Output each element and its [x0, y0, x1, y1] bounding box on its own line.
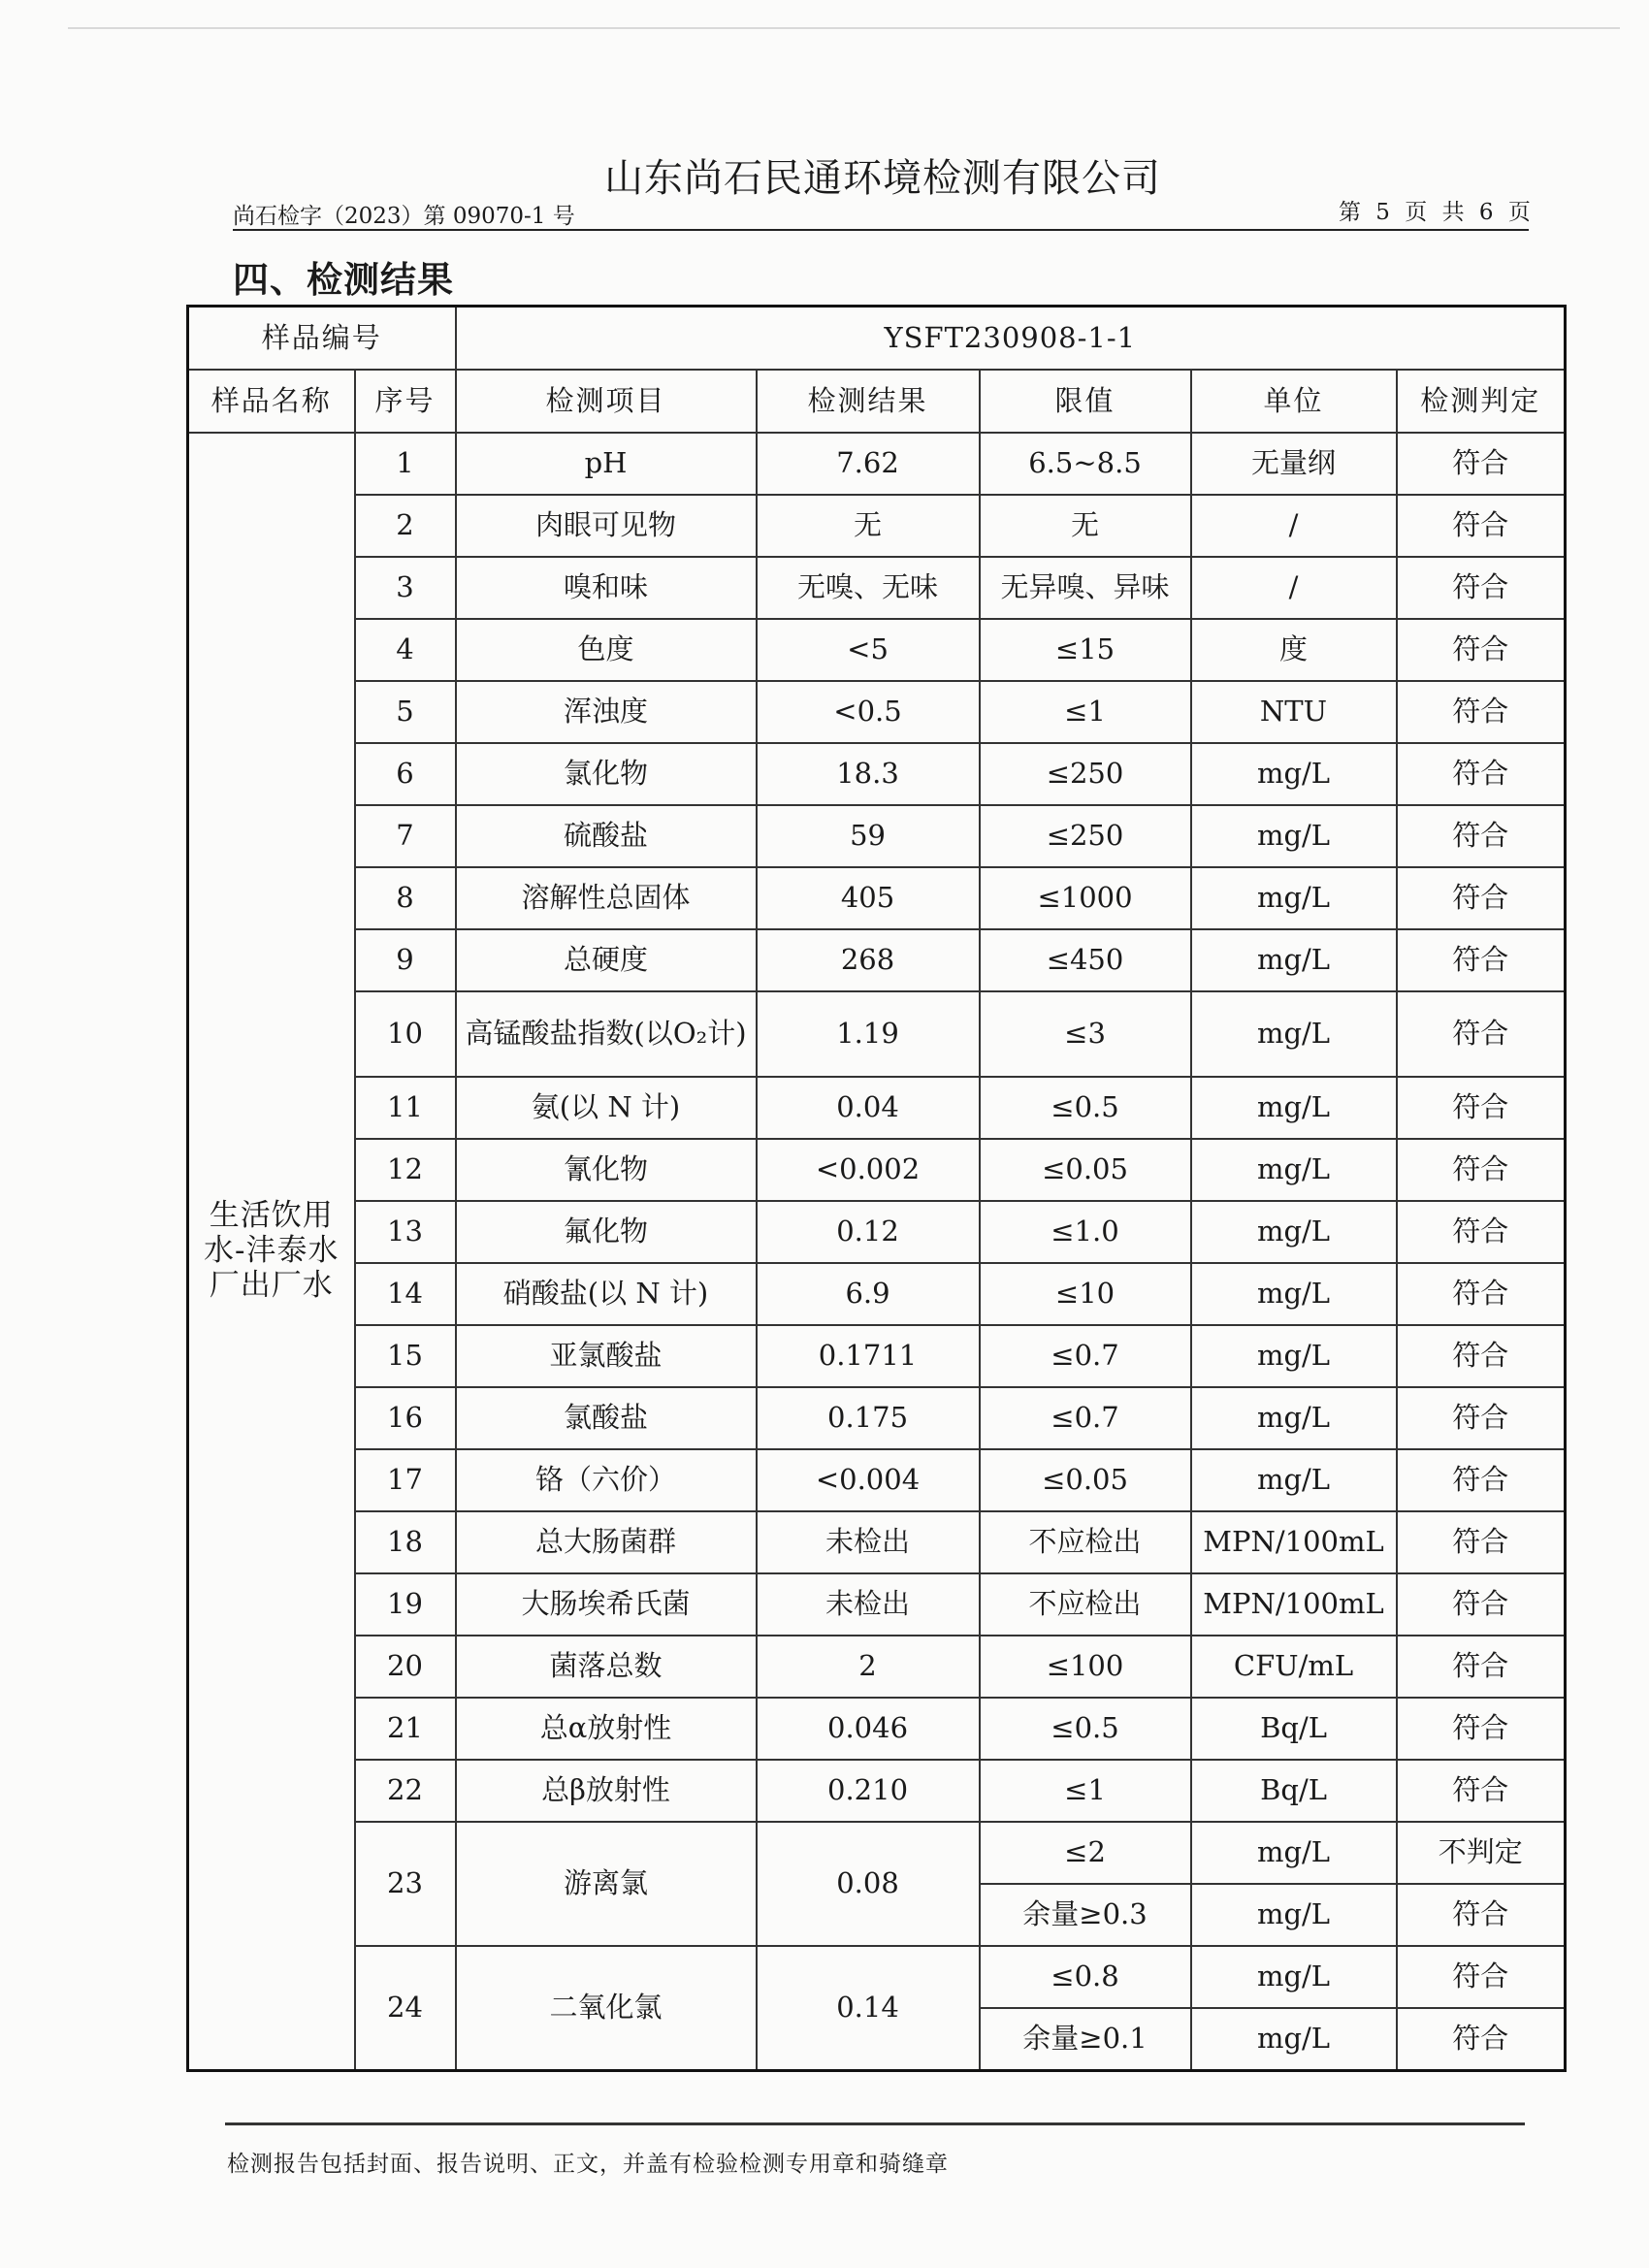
test-item: 嗅和味 — [456, 557, 757, 619]
row-number: 17 — [355, 1449, 456, 1511]
test-result: 6.9 — [757, 1263, 980, 1325]
limit-value: ≤250 — [980, 743, 1191, 805]
column-header: 检测判定 — [1397, 370, 1566, 433]
judgement: 符合 — [1397, 619, 1566, 681]
judgement: 符合 — [1397, 805, 1566, 867]
unit: mg/L — [1191, 929, 1397, 991]
unit: mg/L — [1191, 1077, 1397, 1139]
test-item: 高锰酸盐指数(以O₂计) — [456, 991, 757, 1077]
test-item: 浑浊度 — [456, 681, 757, 743]
table-row — [188, 1139, 1566, 1201]
test-item: 肉眼可见物 — [456, 495, 757, 557]
table-row — [188, 1822, 1566, 1884]
test-item: 菌落总数 — [456, 1636, 757, 1698]
table-row — [188, 681, 1566, 743]
test-item: 硫酸盐 — [456, 805, 757, 867]
test-item: 硝酸盐(以 N 计) — [456, 1263, 757, 1325]
row-number: 4 — [355, 619, 456, 681]
judgement: 符合 — [1397, 991, 1566, 1077]
test-item: 总β放射性 — [456, 1760, 757, 1822]
judgement: 符合 — [1397, 557, 1566, 619]
row-number: 12 — [355, 1139, 456, 1201]
sample-id-value: YSFT230908-1-1 — [456, 307, 1566, 371]
table-row — [188, 991, 1566, 1077]
judgement: 符合 — [1397, 1760, 1566, 1822]
test-result: 无嗅、无味 — [757, 557, 980, 619]
test-result: 未检出 — [757, 1511, 980, 1573]
limit-value: 6.5~8.5 — [980, 433, 1191, 495]
unit: mg/L — [1191, 1822, 1397, 1884]
judgement: 符合 — [1397, 495, 1566, 557]
unit: mg/L — [1191, 805, 1397, 867]
unit: mg/L — [1191, 1449, 1397, 1511]
row-number: 21 — [355, 1698, 456, 1760]
limit-value: 不应检出 — [980, 1511, 1191, 1573]
test-result: <0.004 — [757, 1449, 980, 1511]
row-number: 19 — [355, 1573, 456, 1636]
row-number: 13 — [355, 1201, 456, 1263]
table-row — [188, 1573, 1566, 1636]
judgement: 符合 — [1397, 1449, 1566, 1511]
unit: 无量纲 — [1191, 433, 1397, 495]
limit-value: ≤1 — [980, 681, 1191, 743]
judgement: 符合 — [1397, 1263, 1566, 1325]
judgement: 符合 — [1397, 929, 1566, 991]
test-result: 2 — [757, 1636, 980, 1698]
table-row — [188, 1449, 1566, 1511]
test-item: 氯化物 — [456, 743, 757, 805]
limit-value: ≤2 — [980, 1822, 1191, 1884]
test-result: 0.12 — [757, 1201, 980, 1263]
test-result: 0.210 — [757, 1760, 980, 1822]
limit-value: ≤450 — [980, 929, 1191, 991]
test-result: 7.62 — [757, 433, 980, 495]
footer-divider — [225, 2122, 1525, 2125]
unit: mg/L — [1191, 1325, 1397, 1387]
table-row — [188, 805, 1566, 867]
unit: mg/L — [1191, 1263, 1397, 1325]
unit: Bq/L — [1191, 1698, 1397, 1760]
test-item: 大肠埃希氏菌 — [456, 1573, 757, 1636]
row-number: 3 — [355, 557, 456, 619]
test-item: 总硬度 — [456, 929, 757, 991]
row-number: 16 — [355, 1387, 456, 1449]
table-row — [188, 1077, 1566, 1139]
test-item: 氰化物 — [456, 1139, 757, 1201]
limit-value: ≤0.5 — [980, 1698, 1191, 1760]
test-item: 氨(以 N 计) — [456, 1077, 757, 1139]
limit-value: 余量≥0.3 — [980, 1884, 1191, 1946]
unit: 度 — [1191, 619, 1397, 681]
judgement: 符合 — [1397, 1077, 1566, 1139]
test-result: 0.046 — [757, 1698, 980, 1760]
column-header: 样品名称 — [188, 370, 355, 433]
row-number: 2 — [355, 495, 456, 557]
judgement: 符合 — [1397, 1698, 1566, 1760]
footer-note: 检测报告包括封面、报告说明、正文，并盖有检验检测专用章和骑缝章 — [227, 2152, 949, 2177]
limit-value: ≤1 — [980, 1760, 1191, 1822]
test-result: <0.002 — [757, 1139, 980, 1201]
table-row — [188, 1760, 1566, 1822]
column-header-row — [188, 370, 1566, 433]
test-item: 色度 — [456, 619, 757, 681]
unit: MPN/100mL — [1191, 1573, 1397, 1636]
limit-value: 余量≥0.1 — [980, 2008, 1191, 2070]
test-result: 1.19 — [757, 991, 980, 1077]
limit-value: ≤1.0 — [980, 1201, 1191, 1263]
limit-value: ≤15 — [980, 619, 1191, 681]
row-number: 1 — [355, 433, 456, 495]
table-row — [188, 867, 1566, 929]
row-number: 20 — [355, 1636, 456, 1698]
test-item: 总大肠菌群 — [456, 1511, 757, 1573]
row-number: 23 — [355, 1822, 456, 1946]
test-item: 总α放射性 — [456, 1698, 757, 1760]
unit: mg/L — [1191, 743, 1397, 805]
table-row — [188, 1636, 1566, 1698]
table-row — [188, 1325, 1566, 1387]
judgement: 符合 — [1397, 1573, 1566, 1636]
table-row — [188, 619, 1566, 681]
row-number: 24 — [355, 1946, 456, 2070]
column-header: 检测结果 — [757, 370, 980, 433]
unit: Bq/L — [1191, 1760, 1397, 1822]
table-row — [188, 1698, 1566, 1760]
column-header: 检测项目 — [456, 370, 757, 433]
row-number: 9 — [355, 929, 456, 991]
table-row — [188, 743, 1566, 805]
judgement: 符合 — [1397, 433, 1566, 495]
test-result: 405 — [757, 867, 980, 929]
judgement: 符合 — [1397, 1201, 1566, 1263]
results-table — [186, 305, 1567, 2072]
unit: MPN/100mL — [1191, 1511, 1397, 1573]
unit: / — [1191, 495, 1397, 557]
test-item: 溶解性总固体 — [456, 867, 757, 929]
limit-value: ≤0.5 — [980, 1077, 1191, 1139]
test-result: <0.5 — [757, 681, 980, 743]
limit-value: ≤3 — [980, 991, 1191, 1077]
judgement: 符合 — [1397, 743, 1566, 805]
row-number: 15 — [355, 1325, 456, 1387]
test-item: 二氧化氯 — [456, 1946, 757, 2070]
judgement: 符合 — [1397, 867, 1566, 929]
judgement: 符合 — [1397, 1325, 1566, 1387]
unit: mg/L — [1191, 1387, 1397, 1449]
table-row — [188, 433, 1566, 495]
test-result: 0.04 — [757, 1077, 980, 1139]
unit: mg/L — [1191, 1946, 1397, 2008]
unit: CFU/mL — [1191, 1636, 1397, 1698]
row-number: 5 — [355, 681, 456, 743]
test-result: 无 — [757, 495, 980, 557]
judgement: 符合 — [1397, 1884, 1566, 1946]
limit-value: ≤0.05 — [980, 1139, 1191, 1201]
test-item: 氯酸盐 — [456, 1387, 757, 1449]
row-number: 18 — [355, 1511, 456, 1573]
unit: mg/L — [1191, 867, 1397, 929]
test-result: 18.3 — [757, 743, 980, 805]
judgement: 符合 — [1397, 1946, 1566, 2008]
limit-value: ≤0.05 — [980, 1449, 1191, 1511]
test-result: 0.1711 — [757, 1325, 980, 1387]
test-item: 氟化物 — [456, 1201, 757, 1263]
company-name: 山东尚石民通环境检测有限公司 — [604, 156, 1161, 201]
unit: mg/L — [1191, 2008, 1397, 2070]
table-row — [188, 1387, 1566, 1449]
test-item: pH — [456, 433, 757, 495]
test-result: 0.08 — [757, 1822, 980, 1946]
table-row — [188, 1263, 1566, 1325]
limit-value: ≤250 — [980, 805, 1191, 867]
row-number: 8 — [355, 867, 456, 929]
test-result: 0.14 — [757, 1946, 980, 2070]
table-row — [188, 1511, 1566, 1573]
unit: / — [1191, 557, 1397, 619]
header-divider — [233, 229, 1529, 231]
row-number: 22 — [355, 1760, 456, 1822]
table-row — [188, 557, 1566, 619]
unit: mg/L — [1191, 1139, 1397, 1201]
unit: mg/L — [1191, 1201, 1397, 1263]
column-header: 限值 — [980, 370, 1191, 433]
test-result: 0.175 — [757, 1387, 980, 1449]
test-item: 游离氯 — [456, 1822, 757, 1946]
judgement: 不判定 — [1397, 1822, 1566, 1884]
limit-value: ≤1000 — [980, 867, 1191, 929]
row-number: 11 — [355, 1077, 456, 1139]
judgement: 符合 — [1397, 1511, 1566, 1573]
test-item: 亚氯酸盐 — [456, 1325, 757, 1387]
judgement: 符合 — [1397, 1139, 1566, 1201]
limit-value: ≤0.7 — [980, 1387, 1191, 1449]
table-row — [188, 495, 1566, 557]
unit: NTU — [1191, 681, 1397, 743]
limit-value: 无异嗅、异味 — [980, 557, 1191, 619]
row-number: 6 — [355, 743, 456, 805]
limit-value: ≤0.7 — [980, 1325, 1191, 1387]
report-number: 尚石检字（2023）第 09070-1 号 — [233, 204, 575, 229]
scan-edge-line — [68, 27, 1620, 29]
limit-value: ≤0.8 — [980, 1946, 1191, 2008]
judgement: 符合 — [1397, 2008, 1566, 2070]
table-row — [188, 929, 1566, 991]
judgement: 符合 — [1397, 681, 1566, 743]
judgement: 符合 — [1397, 1636, 1566, 1698]
limit-value: 无 — [980, 495, 1191, 557]
limit-value: 不应检出 — [980, 1573, 1191, 1636]
sample-name: 生活饮用水-沣泰水厂出厂水 — [188, 433, 355, 2070]
section-title: 四、检测结果 — [233, 258, 454, 301]
judgement: 符合 — [1397, 1387, 1566, 1449]
test-result: 未检出 — [757, 1573, 980, 1636]
column-header: 单位 — [1191, 370, 1397, 433]
test-result: 268 — [757, 929, 980, 991]
column-header: 序号 — [355, 370, 456, 433]
row-number: 7 — [355, 805, 456, 867]
table-row — [188, 1201, 1566, 1263]
page-info: 第 5 页 共 6 页 — [1339, 200, 1535, 225]
unit: mg/L — [1191, 991, 1397, 1077]
test-result: <5 — [757, 619, 980, 681]
test-item: 铬（六价） — [456, 1449, 757, 1511]
sample-id-row — [188, 307, 1566, 371]
row-number: 14 — [355, 1263, 456, 1325]
unit: mg/L — [1191, 1884, 1397, 1946]
table-row — [188, 1946, 1566, 2008]
test-result: 59 — [757, 805, 980, 867]
limit-value: ≤10 — [980, 1263, 1191, 1325]
sample-id-label: 样品编号 — [188, 307, 456, 371]
row-number: 10 — [355, 991, 456, 1077]
limit-value: ≤100 — [980, 1636, 1191, 1698]
